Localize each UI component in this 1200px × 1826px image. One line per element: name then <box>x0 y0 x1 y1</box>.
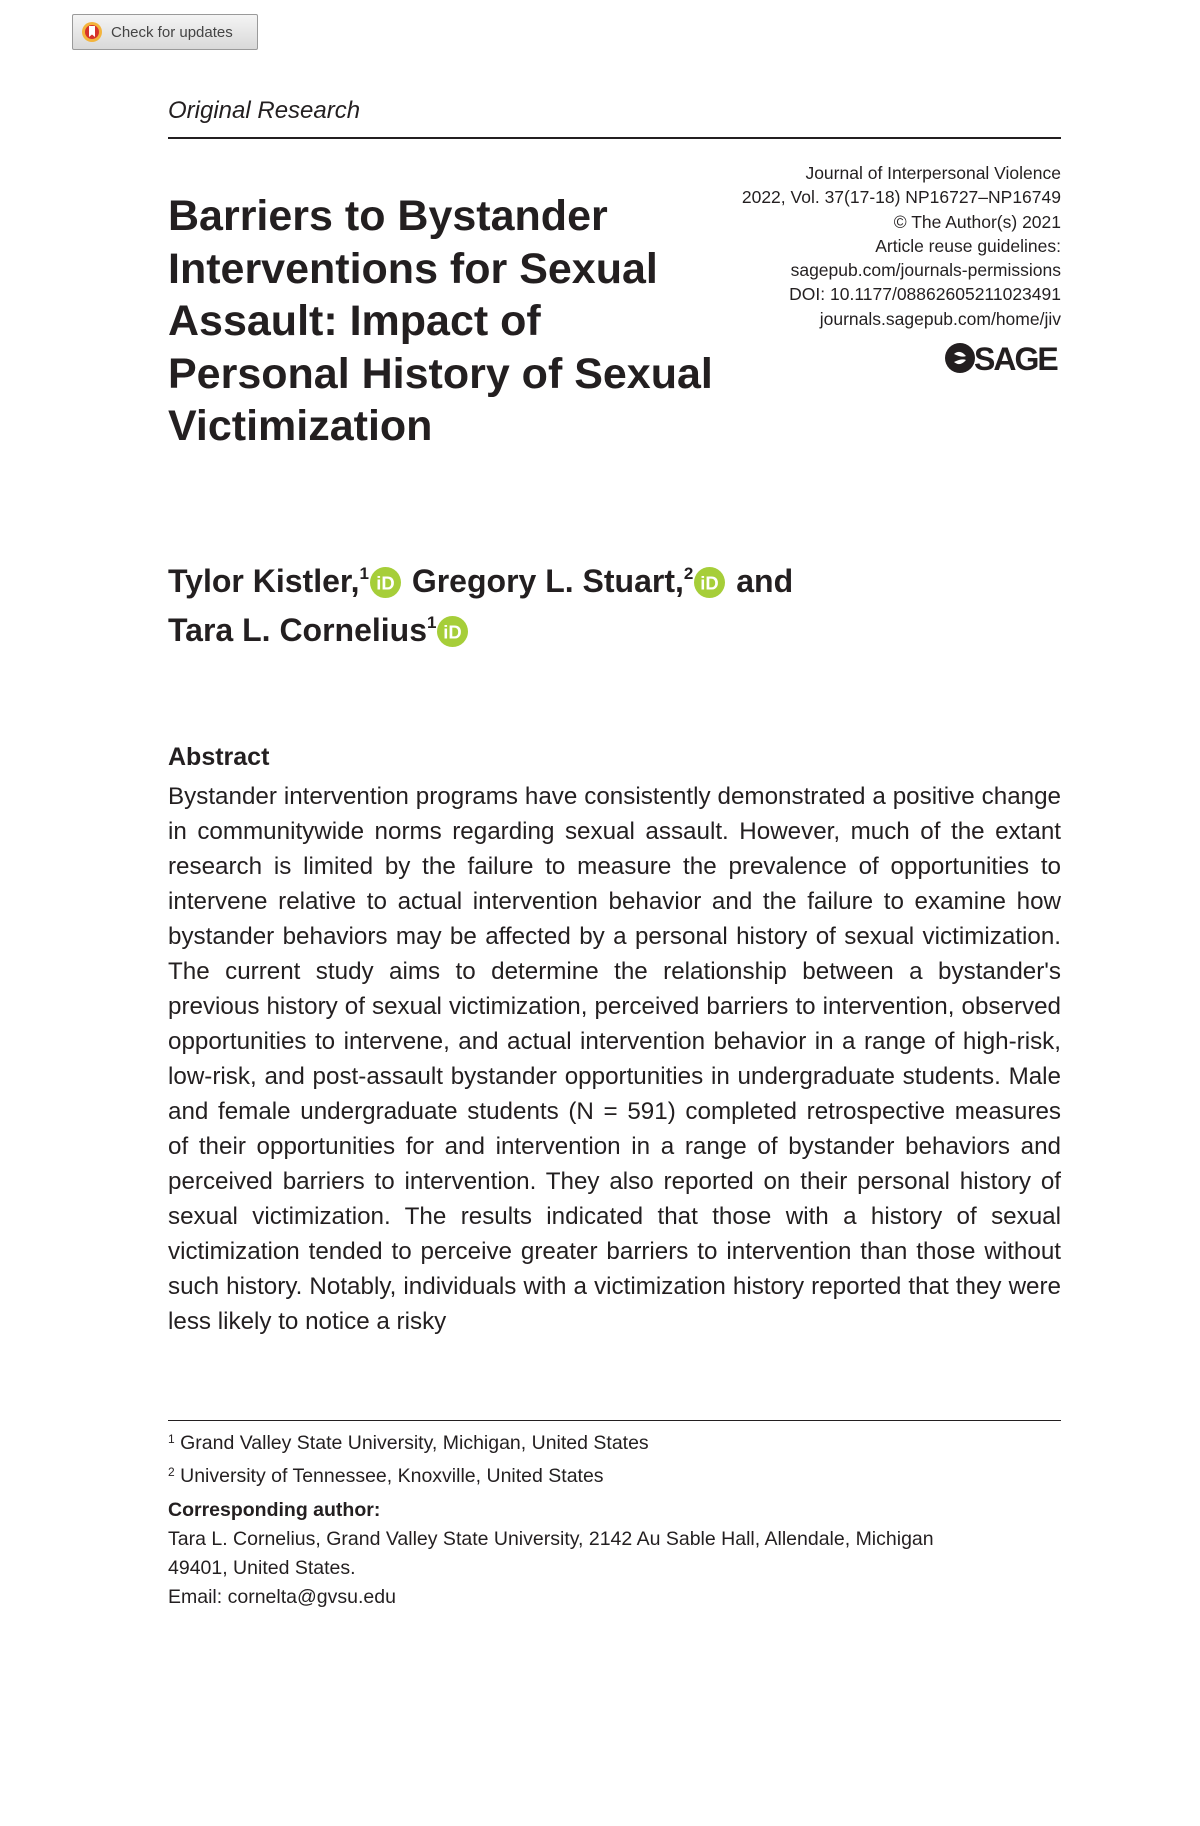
copyright-line: © The Author(s) 2021 <box>893 211 1061 232</box>
affiliation-marker: 1 <box>427 613 437 632</box>
abstract-heading: Abstract <box>168 743 270 771</box>
affiliation-marker: 1 <box>168 1432 175 1446</box>
header-rule <box>168 137 1061 139</box>
check-for-updates-button[interactable] <box>72 14 258 50</box>
abstract-text: Bystander intervention programs have consistently demonstrated a positive change in communitywide norms regarding sexual assault. However, much of the extant research is limited by the failure to measure the prevalence of opportunities to intervene relative to actual intervention behavior and the failure to examine how bystander behaviors may be affected by a personal history of sexual victimization. The current study aims to determine the relationship between a bystander's previous history of sexual victimization, perceived barriers to intervention, observed opportunities to intervene, and actual intervention behavior in a range of high-risk, low-risk, and post-assault bystander opportunities in undergraduate students. Male and female undergraduate students (N = 591) completed retrospective measures of their opportunities for and intervention in a range of bystander behaviors and perceived barriers to intervention. They also reported on their personal history of sexual victimization. The results indicated that those with a history of sexual victimization tended to perceive greater barriers to intervention than those without such history. Notably, individuals with a victimization history reported that they were less likely to notice a risky <box>168 783 1061 1335</box>
reuse-guidelines-label: Article reuse guidelines: <box>875 235 1061 256</box>
author-name: Tylor Kistler, <box>168 563 360 599</box>
svg-text:iD: iD <box>376 572 395 594</box>
check-for-updates-icon <box>81 21 103 43</box>
journal-homepage-link[interactable]: journals.sagepub.com/home/jiv <box>819 308 1061 329</box>
journal-volume: 2022, Vol. 37(17-18) NP16727–NP16749 <box>741 187 1061 208</box>
check-for-updates-label: Check for updates <box>111 23 233 41</box>
author-name: Tara L. Cornelius <box>168 612 428 648</box>
permissions-link[interactable]: sagepub.com/journals-permissions <box>790 260 1061 281</box>
corresponding-address-cont: 49401, United States. <box>168 1557 356 1580</box>
doi-link[interactable]: DOI: 10.1177/08862605211023491 <box>789 284 1061 305</box>
footnotes <box>168 1425 1068 1613</box>
svg-text:iD: iD <box>443 621 463 643</box>
author-conjunction: and <box>736 563 794 599</box>
article-type-label: Original Research <box>168 97 361 124</box>
affiliation-marker: 2 <box>168 1465 175 1480</box>
affiliation-text: Grand Valley State University, Michigan, United States <box>180 1432 649 1454</box>
corresponding-address: Tara L. Cornelius, Grand Valley State University, 2142 Au Sable Hall, Allendale, Michigan <box>168 1527 934 1550</box>
sage-publisher-logo <box>944 341 1062 375</box>
affiliation-item <box>168 1458 1068 1491</box>
author-list <box>168 553 968 651</box>
corresponding-author-heading: Corresponding author: <box>168 1498 381 1521</box>
orcid-icon[interactable] <box>694 567 725 598</box>
corresponding-email-line <box>168 1583 1068 1612</box>
email-label: Email: <box>168 1586 223 1609</box>
email-link[interactable]: corneltа@gvsu.edu <box>227 1586 396 1609</box>
affiliation-marker: 1 <box>359 564 369 583</box>
svg-text:SAGE: SAGE <box>974 341 1057 375</box>
orcid-icon[interactable] <box>437 616 468 647</box>
svg-text:iD: iD <box>700 572 720 594</box>
journal-name: Journal of Interpersonal Violence <box>805 163 1061 183</box>
affiliation-item <box>168 1425 1068 1458</box>
author-name: Gregory L. Stuart, <box>411 563 684 599</box>
affiliation-text: University of Tennessee, Knoxville, United States <box>180 1465 604 1488</box>
affiliation-marker: 2 <box>683 564 694 583</box>
article-title: Barriers to Bystander Interventions for Sexual Assault: Impact of Personal History of Sexual Victimization <box>168 192 713 450</box>
footnote-rule <box>168 1420 1061 1421</box>
orcid-icon[interactable] <box>370 567 401 598</box>
